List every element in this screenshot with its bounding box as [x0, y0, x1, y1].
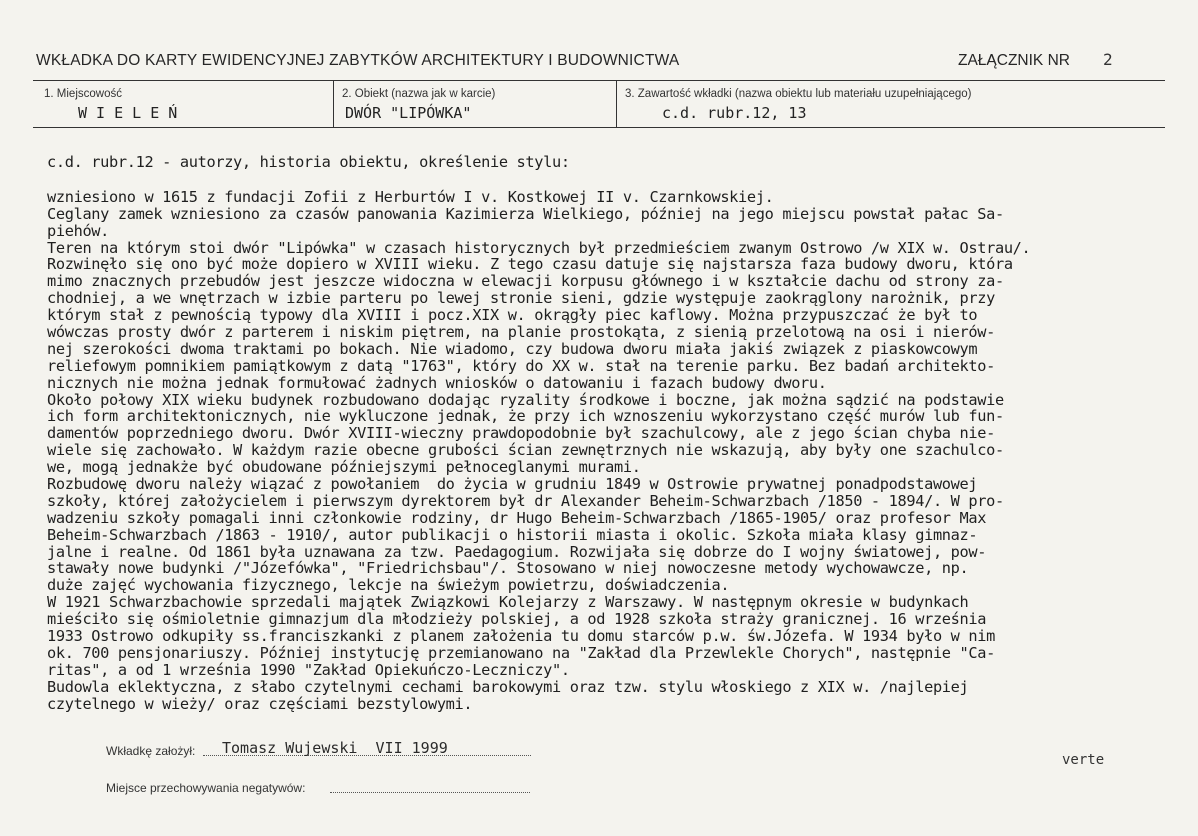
body-line: chodniej, a we wnętrzach w izbie parteru po lewej stronie sieni, gdzie występuje zaokrąglony narożnik, przy: [47, 289, 995, 308]
cell-divider-1: [333, 80, 334, 127]
body-line: szkoły, której założycielem i pierwszym dyrektorem był dr Alexander Beheim-Schwarzbach /1850 - 1894/. W pro-: [47, 491, 1004, 510]
body-line: Beheim-Schwarzbach /1863 - 1910/, autor publikacji o historii miasta i okolic. Szkoła miała klasy gimnaz-: [47, 525, 978, 544]
body-line: Około połowy XIX wieku budynek rozbudowano dodając ryzality środkowe i boczne, jak można sądzić na podstawie: [47, 390, 1004, 409]
body-line: mieściło się ośmioletnie gimnazjum dla młodzieży polskiej, a od 1928 szkoła straży granicznej. 16 września: [47, 610, 987, 629]
body-line: jalne i realne. Od 1861 była uznawana za tzw. Paedagogium. Rozwijała się dobrze do I wojny światowej, pow-: [47, 542, 987, 561]
insert-author-label: Wkładkę założył:: [106, 744, 196, 758]
header-rule-bottom: [33, 127, 1165, 128]
body-line: nej szerokości dwoma traktami po bokach. Nie wiadomo, czy budowa dworu miała jakiś związek z piaskowcowym: [47, 339, 978, 358]
typed-body: [47, 154, 1177, 713]
contents-label: 3. Zawartość wkładki (nazwa obiektu lub materiału uzupełniającego): [625, 88, 972, 100]
insert-author-value: Tomasz Wujewski VII 1999: [222, 739, 448, 757]
contents-value: c.d. rubr.12, 13: [662, 104, 807, 122]
body-line: Rozbudowę dworu należy wiązać z powołaniem do życia w grudniu 1849 w Ostrowie prywatnej ponadpodstawowej: [47, 475, 978, 494]
body-line: Ceglany zamek wzniesiono za czasów panowania Kazimierza Wielkiego, później na jego miejscu powstał pałac Sa-: [47, 204, 1004, 223]
object-label: 2. Obiekt (nazwa jak w karcie): [342, 88, 496, 100]
body-line: nicznych nie można jednak formułować żadnych wniosków o datowaniu i fazach budowy dworu.: [47, 373, 827, 392]
cell-divider-2: [616, 80, 617, 127]
body-line: reliefowym pomnikiem pamiątkowym z datą "1763", który do XX w. stał na terenie parku. Bez badań architekto-: [47, 356, 995, 375]
locality-value: W I E L E Ń: [78, 104, 178, 122]
body-line: ich form architektonicznych, nie wykluczone jednak, że przy ich wznoszeniu wykorzystano część murów lub fun-: [47, 407, 1004, 426]
body-heading: c.d. rubr.12 - autorzy, historia obiektu, określenie stylu:: [47, 153, 570, 171]
negatives-label: Miejsce przechowywania negatywów:: [106, 781, 306, 795]
body-line: mimo znacznych przebudów jest jeszcze widoczna w elewacji korpusu głównego i w kształcie dachu od strony za-: [47, 272, 1004, 291]
body-line: we, mogą jednakże być obudowane późniejszymi pełnoceglanymi murami.: [47, 458, 641, 477]
body-line: Rozwinęło się ono być może dopiero w XVIII wieku. Z tego czasu datuje się najstarsza faza budowy dworu, która: [47, 255, 1013, 274]
body-line: Budowla eklektyczna, z słabo czytelnymi cechami barokowymi oraz tzw. stylu włoskiego z XIX w. /najlepiej: [47, 677, 969, 696]
body-line: piehów.: [47, 221, 110, 240]
body-line: ritas", a od 1 września 1990 "Zakład Opiekuńczo-Leczniczy".: [47, 660, 570, 679]
locality-label: 1. Miejscowość: [44, 88, 122, 100]
body-line: duże zajęć wychowania fizycznego, lekcje na świeżym powietrzu, doświadczenia.: [47, 576, 730, 595]
body-line: czytelnego w wieży/ oraz częściami bezstylowymi.: [47, 694, 473, 713]
body-line: Teren na którym stoi dwór "Lipówka" w czasach historycznych był przedmieściem zwanym Ostrowo /w XIX w. Ostrau/.: [47, 238, 1031, 257]
body-line: wadzeniu szkoły pomagali inni członkowie rodziny, dr Hugo Beheim-Schwarzbach /1865-1905/ oraz profesor Max: [47, 508, 987, 527]
body-line: wiele się zachowało. W każdym razie obecne grubości ścian zewnętrznych nie wskazują, aby były one szachulco-: [47, 441, 1004, 460]
attachment-label: ZAŁĄCZNIK NR: [958, 52, 1070, 69]
body-line: W 1921 Schwarzbachowie sprzedali majątek Związkowi Kolejarzy z Warszawy. W następnym okresie w budynkach: [47, 593, 969, 612]
body-line: damentów poprzedniego dworu. Dwór XVIII-wieczny prawdopodobnie był szachulcowy, ale z jego ścian chyba nie-: [47, 424, 995, 443]
body-line: 1933 Ostrowo odkupiły ss.franciszkanki z planem założenia tu domu starców p.w. św.Józefa. W 1934 było w nim: [47, 627, 995, 646]
verte-note: verte: [1062, 752, 1105, 768]
object-value: DWÓR "LIPÓWKA": [345, 104, 472, 122]
form-title: WKŁADKA DO KARTY EWIDENCYJNEJ ZABYTKÓW ARCHITEKTURY I BUDOWNICTWA: [36, 52, 680, 69]
body-line: ok. 700 pensjonariuszy. Później instytucję przemianowano na "Zakład dla Przewlekle Chorych", następnie "Ca-: [47, 643, 995, 662]
header-rule-top: [33, 80, 1165, 81]
heading-gap: [47, 171, 1177, 189]
negatives-dotted-line: [330, 792, 530, 793]
body-line: stawały nowe budynki /"Józefówka", "Friedrichsbau"/. Stosowano w niej nowoczesne metody wychowawcze, np.: [47, 559, 969, 578]
body-line: wówczas prosty dwór z parterem i niskim piętrem, na planie prostokąta, z sienią przelotową na osi i nierów-: [47, 323, 995, 342]
body-line: wzniesiono w 1615 z fundacji Zofii z Herburtów I v. Kostkowej II v. Czarnkowskiej.: [47, 187, 774, 206]
body-line: którym stał z pewnością typowy dla XVIII i pocz.XIX w. okrągły piec kaflowy. Można przypuszczać że był to: [47, 306, 978, 325]
attachment-number: 2: [1103, 50, 1113, 69]
